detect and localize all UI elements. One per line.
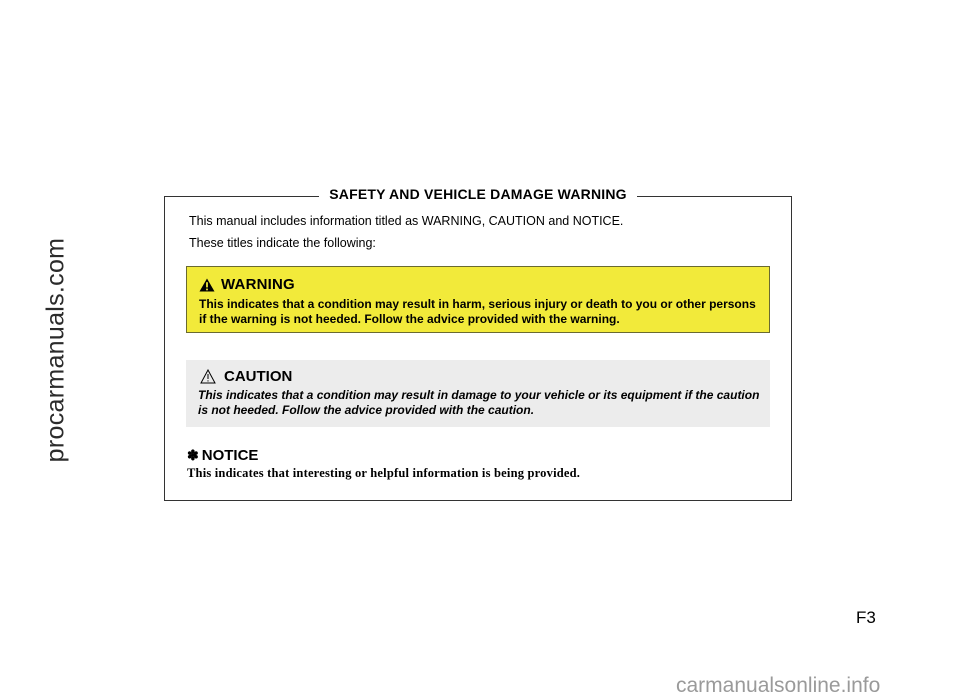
side-watermark: procarmanuals.com [41,237,70,463]
warning-text: This indicates that a condition may result in harm, serious injury or death to you or other persons if the warning is not heeded. Follow the advice provided with the warning. [199,297,756,326]
notice-title: NOTICE [201,447,259,464]
caution-triangle-outline-icon [200,369,216,384]
intro-line-2: These titles indicate the following: [189,236,376,250]
section-title-wrap [165,186,791,204]
section-title: SAFETY AND VEHICLE DAMAGE WARNING [319,186,637,202]
bottom-watermark: carmanualsonline.info [676,674,881,697]
safety-section-frame [164,186,792,501]
caution-header [200,368,292,385]
caution-box [186,360,770,427]
caution-title: CAUTION [224,368,293,385]
caution-text: This indicates that a condition may result in damage to your vehicle or its equipment if the caution is not heeded. Follow the advice provided with the caution. [198,388,760,417]
warning-triangle-filled-icon [199,278,215,292]
warning-box [186,266,770,333]
intro-line-1: This manual includes information titled as WARNING, CAUTION and NOTICE. [189,214,624,228]
page-number: F3 [856,608,876,627]
warning-title: WARNING [221,276,295,293]
notice-text: This indicates that interesting or helpful information is being provided. [187,466,581,480]
notice-header [187,447,258,464]
notice-symbol-icon: ✽ [187,447,199,463]
warning-header [199,276,295,293]
